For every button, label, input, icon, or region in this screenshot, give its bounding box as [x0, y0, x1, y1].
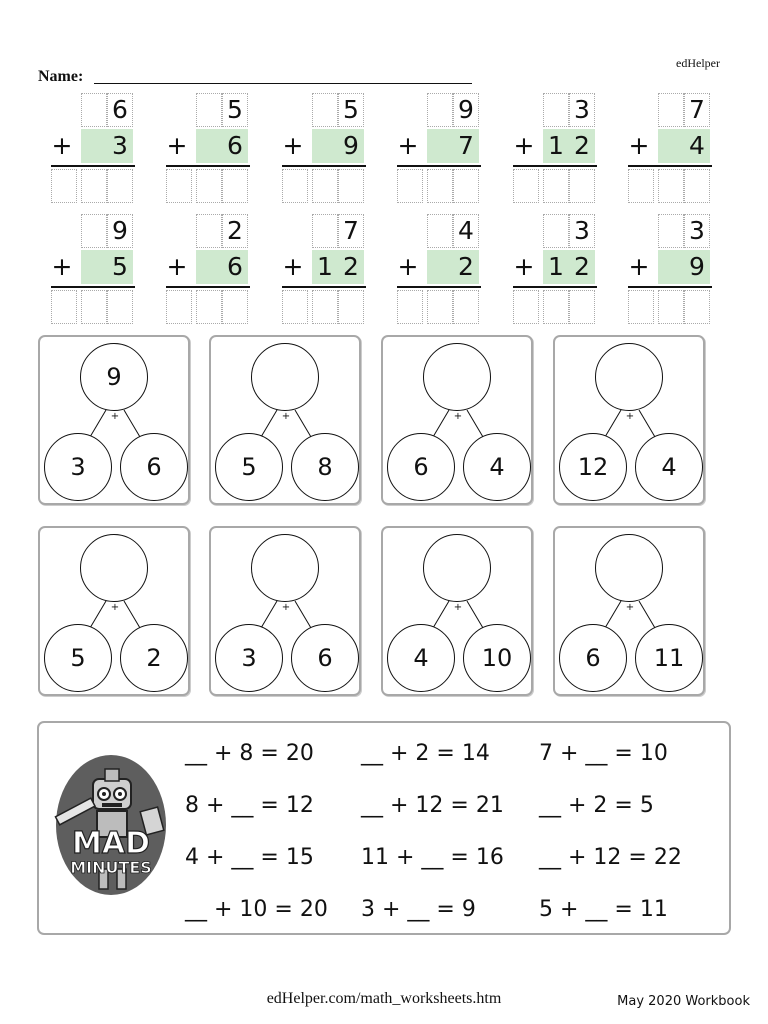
name-label: Name: — [38, 68, 84, 85]
bond-part-left: 3 — [44, 433, 112, 501]
bottom-digit: 2 — [574, 131, 590, 160]
bond-whole-circle[interactable] — [251, 343, 319, 411]
bond-plus-sign: + — [453, 602, 463, 613]
sum-bar — [513, 286, 597, 288]
bond-part-left: 3 — [215, 624, 283, 692]
number-bond — [381, 526, 533, 696]
bottom-digit: 5 — [112, 252, 128, 281]
bottom-digit: 1 — [548, 131, 564, 160]
bottom-digit: 2 — [343, 252, 359, 281]
number-bond — [553, 335, 705, 505]
top-digit: 5 — [227, 95, 243, 124]
bond-whole-circle[interactable] — [80, 534, 148, 602]
plus-sign: + — [513, 131, 535, 160]
mad-minutes-equation[interactable]: 3 + __ = 9 — [361, 897, 476, 922]
bottom-digit: 2 — [458, 252, 474, 281]
bond-part-right: 8 — [291, 433, 359, 501]
bond-whole-circle[interactable] — [423, 534, 491, 602]
plus-sign: + — [51, 131, 73, 160]
bottom-digit: 6 — [227, 252, 243, 281]
mad-minutes-equation[interactable]: __ + 12 = 21 — [361, 793, 504, 818]
name-line — [94, 83, 472, 84]
bottom-digit — [81, 250, 107, 284]
bottom-digit — [658, 250, 684, 284]
top-digit: 9 — [458, 95, 474, 124]
top-digit — [543, 93, 569, 127]
answer-cell[interactable] — [569, 290, 595, 324]
addition-problem — [628, 214, 712, 326]
sum-bar — [282, 165, 366, 167]
top-digit — [196, 214, 222, 248]
top-digit — [658, 93, 684, 127]
bond-whole-circle[interactable] — [423, 343, 491, 411]
sum-bar — [166, 286, 250, 288]
bond-part-left: 4 — [387, 624, 455, 692]
bottom-digit: 1 — [548, 252, 564, 281]
top-digit — [312, 93, 338, 127]
top-digit — [427, 93, 453, 127]
top-digit — [196, 93, 222, 127]
bond-part-right: 11 — [635, 624, 703, 692]
answer-cell[interactable] — [684, 290, 710, 324]
bond-whole-circle[interactable] — [595, 534, 663, 602]
answer-cell[interactable] — [569, 169, 595, 203]
bond-part-right: 10 — [463, 624, 531, 692]
addition-problem — [397, 214, 481, 326]
addition-problem — [166, 214, 250, 326]
top-digit: 7 — [689, 95, 705, 124]
answer-cell[interactable] — [312, 290, 338, 324]
addition-problem — [397, 93, 481, 205]
answer-cell[interactable] — [107, 290, 133, 324]
answer-cell[interactable] — [658, 290, 684, 324]
sum-bar — [513, 165, 597, 167]
bond-part-left: 6 — [559, 624, 627, 692]
answer-cell[interactable] — [338, 169, 364, 203]
answer-cell[interactable] — [196, 169, 222, 203]
bottom-digit: 7 — [458, 131, 474, 160]
bottom-digit — [196, 250, 222, 284]
sum-bar — [166, 165, 250, 167]
mad-minutes-equation[interactable]: 5 + __ = 11 — [539, 897, 668, 922]
mad-minutes-robot-icon — [45, 749, 175, 899]
addition-problem — [282, 214, 366, 326]
bottom-digit: 6 — [227, 131, 243, 160]
answer-cell[interactable] — [107, 169, 133, 203]
grid-cell — [51, 169, 77, 203]
bond-part-left: 5 — [215, 433, 283, 501]
footer-url[interactable]: edHelper.com/math_worksheets.htm — [266, 990, 502, 1007]
bond-plus-sign: + — [453, 411, 463, 422]
number-bond — [38, 335, 190, 505]
top-digit: 5 — [343, 95, 359, 124]
grid-cell — [513, 290, 539, 324]
bond-plus-sign: + — [110, 411, 120, 422]
answer-cell[interactable] — [196, 290, 222, 324]
addition-problem — [628, 93, 712, 205]
answer-cell[interactable] — [222, 290, 248, 324]
plus-sign: + — [282, 131, 304, 160]
sum-bar — [282, 286, 366, 288]
mad-minutes-equation[interactable]: __ + 2 = 14 — [361, 741, 490, 766]
answer-cell[interactable] — [81, 169, 107, 203]
bottom-digit: 1 — [317, 252, 333, 281]
number-bond — [209, 526, 361, 696]
bond-plus-sign: + — [625, 602, 635, 613]
answer-cell[interactable] — [453, 169, 479, 203]
answer-cell[interactable] — [222, 169, 248, 203]
mad-minutes-equation[interactable]: 4 + __ = 15 — [185, 845, 314, 870]
top-digit: 4 — [458, 216, 474, 245]
plus-sign: + — [628, 252, 650, 281]
addition-problem — [282, 93, 366, 205]
top-digit: 6 — [112, 95, 128, 124]
bottom-digit: 4 — [689, 131, 705, 160]
plus-sign: + — [282, 252, 304, 281]
bottom-digit: 2 — [574, 252, 590, 281]
top-digit — [81, 214, 107, 248]
mad-minutes-equation[interactable]: __ + 10 = 20 — [185, 897, 328, 922]
answer-cell[interactable] — [312, 169, 338, 203]
bond-plus-sign: + — [110, 602, 120, 613]
sum-bar — [397, 286, 481, 288]
bond-whole-circle[interactable] — [595, 343, 663, 411]
bond-part-left: 5 — [44, 624, 112, 692]
grid-cell — [282, 290, 308, 324]
top-digit: 3 — [574, 95, 590, 124]
top-digit — [658, 214, 684, 248]
grid-cell — [51, 290, 77, 324]
plus-sign: + — [166, 252, 188, 281]
plus-sign: + — [166, 131, 188, 160]
answer-cell[interactable] — [658, 169, 684, 203]
mad-minutes-box — [37, 721, 731, 935]
bond-part-right: 6 — [120, 433, 188, 501]
plus-sign: + — [397, 252, 419, 281]
bottom-digit — [312, 129, 338, 163]
mad-minutes-equation[interactable]: __ + 2 = 5 — [539, 793, 654, 818]
bond-part-right: 4 — [635, 433, 703, 501]
brand-label: edHelper — [676, 56, 720, 70]
sum-bar — [51, 286, 135, 288]
bond-plus-sign: + — [281, 411, 291, 422]
grid-cell — [166, 290, 192, 324]
number-bond — [209, 335, 361, 505]
mad-minutes-equation[interactable]: 8 + __ = 12 — [185, 793, 314, 818]
top-digit — [81, 93, 107, 127]
bottom-digit — [658, 129, 684, 163]
bond-part-left: 12 — [559, 433, 627, 501]
sum-bar — [628, 165, 712, 167]
bond-plus-sign: + — [281, 602, 291, 613]
grid-cell — [397, 290, 423, 324]
bond-part-right: 2 — [120, 624, 188, 692]
top-digit: 9 — [112, 216, 128, 245]
number-bond — [38, 526, 190, 696]
footer-workbook-label: May 2020 Workbook — [617, 994, 750, 1009]
grid-cell — [397, 169, 423, 203]
bottom-digit — [81, 129, 107, 163]
plus-sign: + — [397, 131, 419, 160]
plus-sign: + — [513, 252, 535, 281]
grid-cell — [282, 169, 308, 203]
answer-cell[interactable] — [81, 290, 107, 324]
addition-problem — [166, 93, 250, 205]
addition-problem — [51, 93, 135, 205]
grid-cell — [166, 169, 192, 203]
answer-cell[interactable] — [543, 169, 569, 203]
top-digit: 7 — [343, 216, 359, 245]
answer-cell[interactable] — [684, 169, 710, 203]
top-digit — [312, 214, 338, 248]
sum-bar — [51, 165, 135, 167]
sum-bar — [628, 286, 712, 288]
top-digit — [543, 214, 569, 248]
mad-logo-word: MAD — [72, 826, 150, 861]
answer-cell[interactable] — [427, 169, 453, 203]
grid-cell — [628, 169, 654, 203]
bottom-digit: 9 — [343, 131, 359, 160]
mad-logo-subword: MINUTES — [70, 858, 152, 877]
mad-minutes-equation[interactable]: 11 + __ = 16 — [361, 845, 504, 870]
top-digit — [427, 214, 453, 248]
grid-cell — [628, 290, 654, 324]
addition-problem — [513, 214, 597, 326]
bond-part-left: 6 — [387, 433, 455, 501]
answer-cell[interactable] — [543, 290, 569, 324]
answer-cell[interactable] — [453, 290, 479, 324]
answer-cell[interactable] — [338, 290, 364, 324]
plus-sign: + — [51, 252, 73, 281]
mad-minutes-equation[interactable]: 7 + __ = 10 — [539, 741, 668, 766]
bond-plus-sign: + — [625, 411, 635, 422]
mad-minutes-equation[interactable]: __ + 8 = 20 — [185, 741, 314, 766]
number-bond — [381, 335, 533, 505]
number-bond — [553, 526, 705, 696]
top-digit: 2 — [227, 216, 243, 245]
bottom-digit — [427, 250, 453, 284]
grid-cell — [513, 169, 539, 203]
bond-whole-circle[interactable] — [251, 534, 319, 602]
bond-part-right: 6 — [291, 624, 359, 692]
mad-minutes-equation[interactable]: __ + 12 = 22 — [539, 845, 682, 870]
addition-problem — [513, 93, 597, 205]
top-digit: 3 — [689, 216, 705, 245]
bottom-digit — [196, 129, 222, 163]
plus-sign: + — [628, 131, 650, 160]
bottom-digit: 3 — [112, 131, 128, 160]
bond-part-right: 4 — [463, 433, 531, 501]
answer-cell[interactable] — [427, 290, 453, 324]
sum-bar — [397, 165, 481, 167]
bottom-digit — [427, 129, 453, 163]
bottom-digit: 9 — [689, 252, 705, 281]
top-digit: 3 — [574, 216, 590, 245]
bond-whole-circle[interactable]: 9 — [80, 343, 148, 411]
addition-problem — [51, 214, 135, 326]
